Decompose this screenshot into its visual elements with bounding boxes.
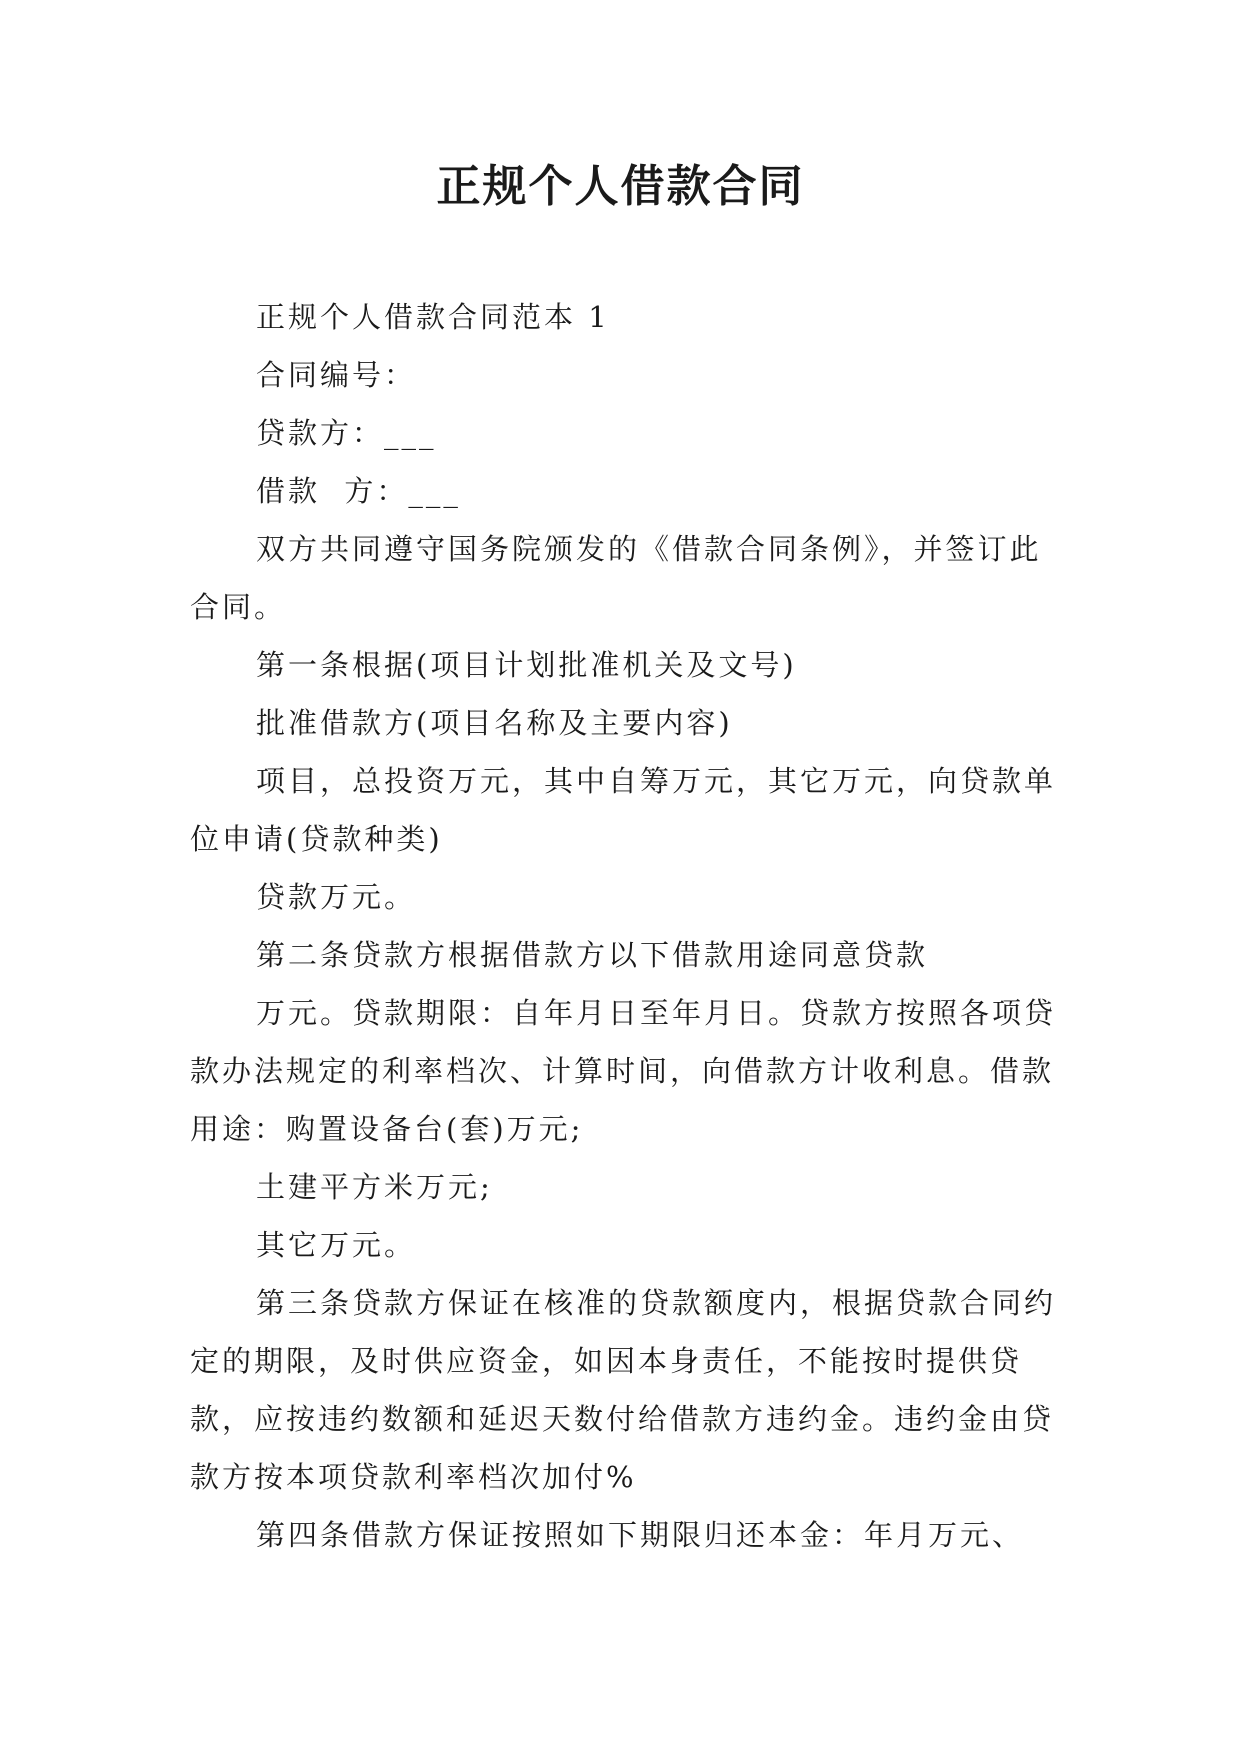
paragraph: 正规个人借款合同范本 1	[256, 300, 610, 334]
paragraph: 借款 方：___	[256, 474, 461, 508]
paragraph: 合同编号：	[256, 358, 417, 392]
paragraph: 贷款方：___	[256, 416, 437, 450]
paragraph: 第二条贷款方根据借款方以下借款用途同意贷款	[256, 938, 929, 972]
paragraph: 项目，总投资万元，其中自筹万元，其它万元，向贷款单位申请(贷款种类)	[190, 764, 1057, 856]
paragraph: 其它万元。	[256, 1228, 417, 1262]
paragraph: 土建平方米万元;	[256, 1170, 493, 1204]
document-body	[190, 288, 1070, 1564]
paragraph: 第一条根据(项目计划批准机关及文号)	[256, 648, 797, 682]
paragraph: 第四条借款方保证按照如下期限归还本金：年月万元、	[256, 1518, 1025, 1552]
paragraph: 第三条贷款方保证在核准的贷款额度内，根据贷款合同约定的期限，及时供应资金，如因本身责任，不能按时提供贷款，应按违约数额和延迟天数付给借款方违约金。违约金由贷款方按本项贷款利率档次加付%	[190, 1286, 1057, 1494]
paragraph: 万元。贷款期限：自年月日至年月日。贷款方按照各项贷款办法规定的利率档次、计算时间，向借款方计收利息。借款用途：购置设备台(套)万元;	[190, 996, 1057, 1146]
document-title: 正规个人借款合同	[436, 161, 805, 212]
paragraph: 贷款万元。	[256, 880, 417, 914]
paragraph: 批准借款方(项目名称及主要内容)	[256, 706, 733, 740]
paragraph: 双方共同遵守国务院颁发的《借款合同条例》，并签订此合同。	[190, 532, 1042, 624]
